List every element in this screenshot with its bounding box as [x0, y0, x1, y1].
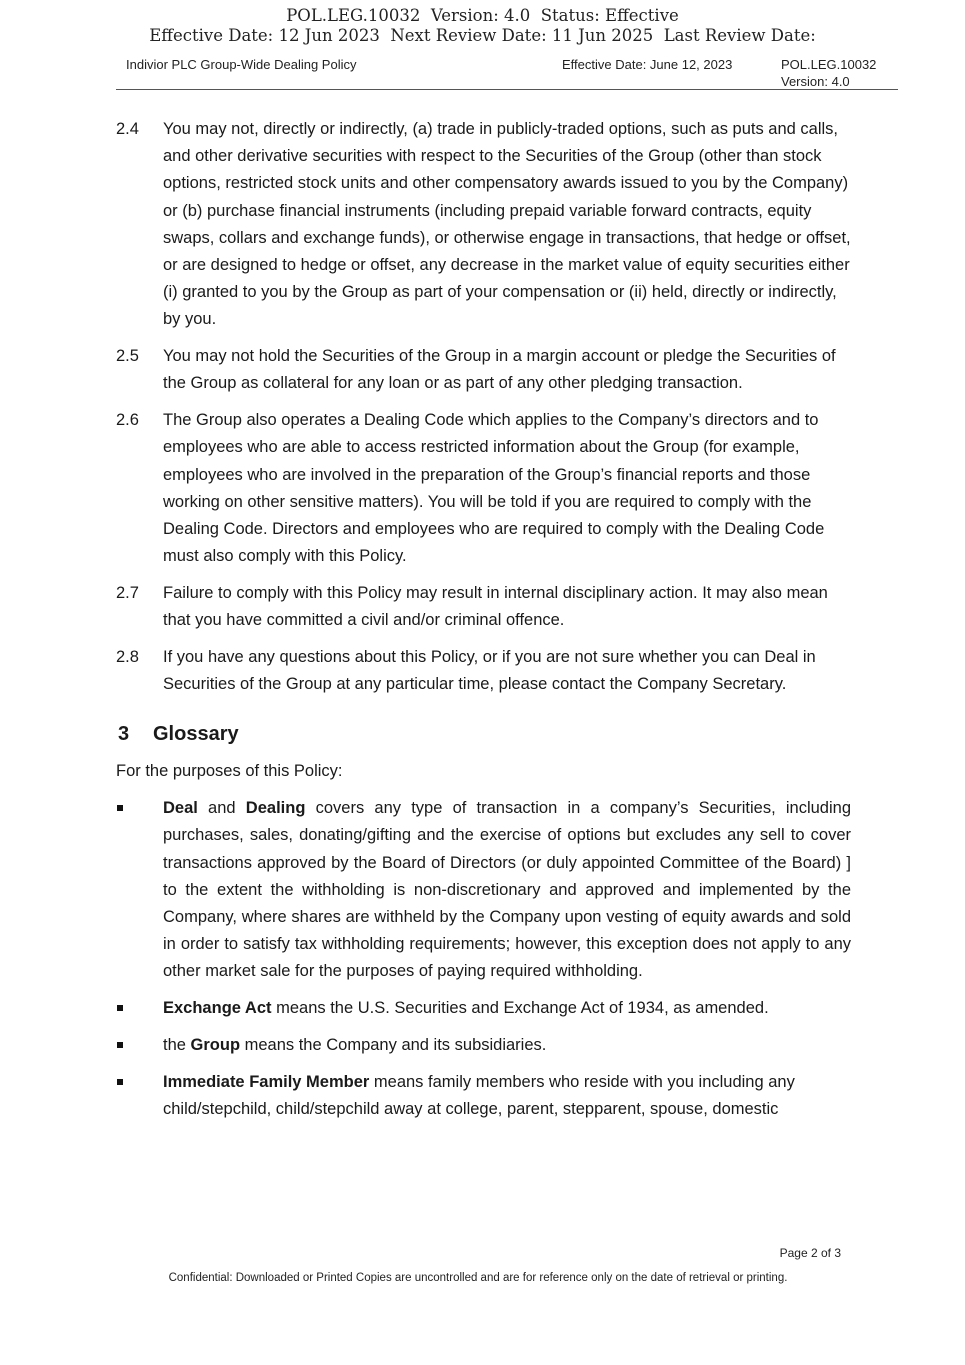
header-effective-date: Effective Date: June 12, 2023 [562, 57, 733, 72]
clause-number: 2.8 [116, 648, 139, 667]
document-control-banner [0, 6, 965, 46]
header-doc-id-block [781, 56, 876, 90]
clause-2-5 [116, 343, 851, 397]
clause-number: 2.6 [116, 411, 139, 430]
clause-number: 2.4 [116, 120, 139, 138]
glossary-item-exchange-act [116, 995, 851, 1022]
bullet-square-icon [117, 1042, 123, 1048]
section-number: 3 [118, 723, 130, 746]
clause-2-4 [116, 116, 851, 334]
clause-text: You may not, directly or indirectly, (a) trade in publicly-traded options, such as puts and calls, and other derivative securities with respect to the Securities of the Group (other than stock options, restricted stock units and other compensatory awards issued to you by the Company) or (b) purchase financial instruments (including prepaid variable forward contracts, equity swaps, collars and exchange funds), or otherwise engage in transactions, that hedge or offset, or are designed to hedge or offset, any decrease in the market value of equity securities either (i) granted to you by the Group as part of your compensation or (ii) held, directly or indirectly, by you. [163, 120, 851, 329]
document-body [116, 116, 851, 1133]
definition-connector: and [197, 799, 246, 818]
bullet-square-icon [117, 1005, 123, 1011]
glossary-term: Exchange Act [163, 999, 272, 1018]
header-version: Version: 4.0 [781, 74, 850, 89]
glossary-definition [163, 795, 851, 985]
section-heading-glossary [116, 720, 851, 748]
bullet-square-icon [117, 1079, 123, 1085]
clause-text: You may not hold the Securities of the Group in a margin account or pledge the Securities of the Group as collateral for any loan or as part of any other pledging transaction. [163, 347, 836, 393]
clause-number: 2.7 [116, 584, 139, 603]
definition-text: means family members who reside with you including any child/stepchild, child/stepchild away at college, parent, stepparent, spouse, domestic [163, 1072, 795, 1119]
clause-number: 2.5 [116, 347, 139, 366]
clause-2-8 [116, 644, 851, 698]
header-doc-id: POL.LEG.10032 [781, 57, 877, 72]
section-title: Glossary [153, 723, 239, 746]
clause-text: The Group also operates a Dealing Code which applies to the Company’s directors and to employees who are able to access restricted information about the Group (for example, employees who are involved in the preparation of the Group’s financial reports and those working on other sensitive matters). You will be told if you are required to comply with the Dealing Code. Directors and employees who are required to comply with the Dealing Code must also comply with this Policy. [163, 411, 825, 566]
glossary-definition [163, 1069, 851, 1123]
page-number: Page 2 of 3 [779, 1246, 841, 1260]
glossary-intro: For the purposes of this Policy: [116, 762, 343, 781]
definition-text: means the U.S. Securities and Exchange Act of 1934, as amended. [271, 999, 769, 1018]
bullet-square-icon [117, 805, 123, 811]
definition-prefix: the [163, 1036, 191, 1055]
banner-line-1: POL.LEG.10032 Version: 4.0 Status: Effective [286, 6, 679, 25]
banner-line-2: Effective Date: 12 Jun 2023 Next Review Date: 11 Jun 2025 Last Review Date: [149, 26, 816, 45]
clause-text: If you have any questions about this Policy, or if you are not sure whether you can Deal in Securities of the Group at any particular time, please contact the Company Secretary. [163, 648, 816, 694]
glossary-item-group [116, 1032, 851, 1059]
glossary-term: Immediate Family Member [163, 1072, 370, 1091]
confidentiality-notice: Confidential: Downloaded or Printed Copies are uncontrolled and are for reference only on the date of retrieval or printing. [168, 1272, 788, 1284]
clause-2-6 [116, 407, 851, 570]
glossary-term: Dealing [245, 799, 306, 818]
glossary-term: Deal [163, 799, 198, 818]
glossary-item-immediate-family [116, 1069, 851, 1123]
glossary-definition [163, 1032, 851, 1059]
glossary-definition [163, 995, 851, 1022]
header-policy-name: Indivior PLC Group-Wide Dealing Policy [126, 57, 357, 72]
clause-text: Failure to comply with this Policy may result in internal disciplinary action. It may also mean that you have committed a civil and/or criminal offence. [163, 584, 828, 630]
definition-text: means the Company and its subsidiaries. [240, 1036, 547, 1055]
header-divider [116, 89, 898, 90]
glossary-item-deal [116, 795, 851, 985]
definition-text: covers any type of transaction in a company’s Securities, including purchases, sales, donating/gifting and the exercise of options but excludes any sell to cover transactions approved by the Board of Directors (or duly appointed Committee of the Board) ] to the extent the withholding is non-discretionary and approved and implemented by the Company, where shares are withheld by the Company upon vesting of equity awards and sold in order to satisfy tax withholding requirements; however, this exception does not apply to any other market sale for the purposes of paying required withholding. [163, 799, 852, 981]
clause-2-7 [116, 580, 851, 634]
glossary-term: Group [190, 1036, 241, 1055]
